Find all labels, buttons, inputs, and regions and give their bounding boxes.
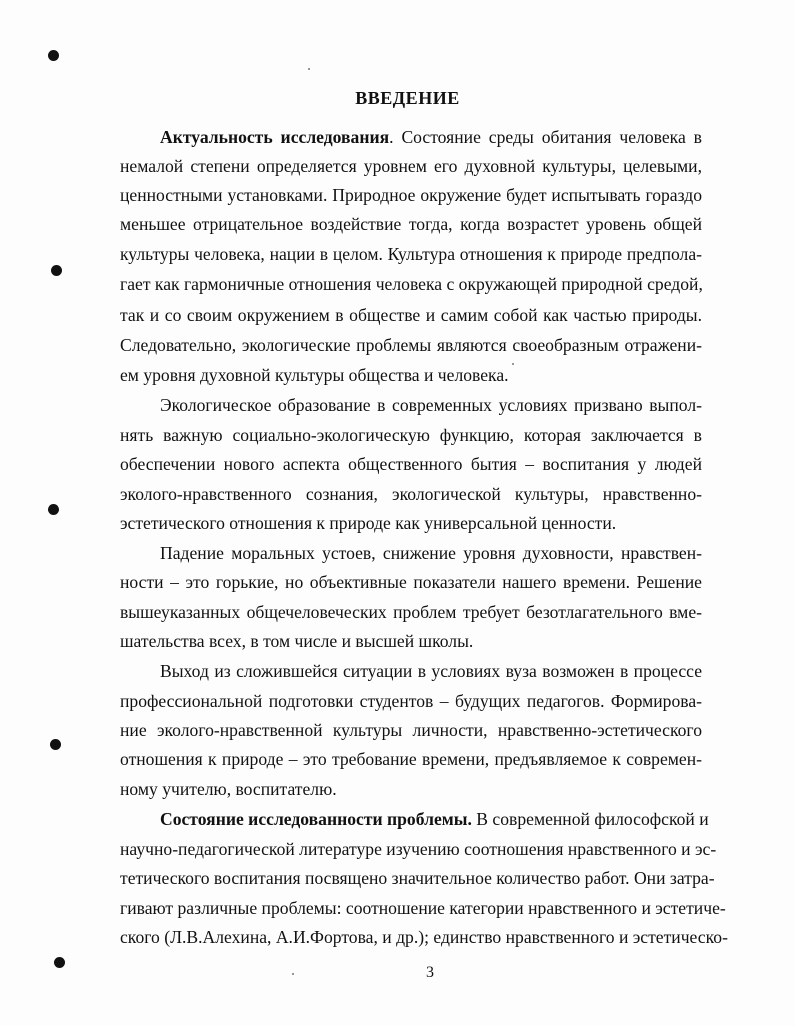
text-line: ем уровня духовной культуры общества и человека. <box>120 365 509 385</box>
section-lead: Состояние исследованности проблемы. <box>160 809 472 829</box>
text-line: научно-педагогической литературе изучению соотношения нравственного и эс- <box>120 839 717 859</box>
text-line: вышеуказанных общечеловеческих проблем требует безотлагательного вме- <box>120 602 702 622</box>
punch-hole-mark <box>50 739 61 750</box>
text-line: Следовательно, экологические проблемы являются своеобразным отражени- <box>120 335 702 355</box>
text-line: Падение моральных устоев, снижение уровня духовности, нравствен- <box>160 543 702 563</box>
page-title: ВВЕДЕНИЕ <box>355 88 460 108</box>
text-line: эколого-нравственного сознания, экологической культуры, нравственно- <box>120 484 702 504</box>
text-line: так и со своим окружением в обществе и самим собой как частью природы. <box>120 305 702 325</box>
punch-hole-mark <box>51 265 62 276</box>
punch-hole-mark <box>48 504 59 515</box>
text-line: эстетического отношения к природе как универсальной ценности. <box>120 513 617 533</box>
text-line: отношения к природе – это требование времени, предъявляемое к современ- <box>120 749 702 769</box>
text-line: ние эколого-нравственной культуры личности, нравственно-эстетического <box>120 720 702 740</box>
text-line: немалой степени определяется уровнем его духовной культуры, целевыми, <box>120 156 702 176</box>
punch-hole-mark <box>48 50 59 61</box>
text-line: Экологическое образование в современных условиях призвано выпол- <box>160 395 702 415</box>
section-lead: Актуальность исследования <box>160 127 390 147</box>
punch-hole-mark <box>54 957 65 968</box>
scan-speck <box>308 68 310 70</box>
text-line: Актуальность исследования. Состояние среды обитания человека в <box>160 127 702 147</box>
text-line: тетического воспитания посвящено значительное количество работ. Они затра- <box>120 868 715 888</box>
text-line: гивают различные проблемы: соотношение категории нравственного и эстетиче- <box>120 898 726 918</box>
page-number: 3 <box>426 964 434 981</box>
text-line: профессиональной подготовки студентов – будущих педагогов. Формирова- <box>120 691 702 711</box>
text-line: ному учителю, воспитателю. <box>120 779 337 799</box>
text-line: нять важную социально-экологическую функцию, которая заключается в <box>120 425 702 445</box>
text-line: гает как гармоничные отношения человека с окружающей природной средой, <box>120 274 703 294</box>
text-line: культуры человека, нации в целом. Культура отношения к природе предпола- <box>120 244 702 264</box>
text-line: меньшее отрицательное воздействие тогда, когда возрастет уровень общей <box>120 214 702 234</box>
text-line: Состояние исследованности проблемы. В современной философской и <box>160 809 709 829</box>
text-line: ского (Л.В.Алехина, А.И.Фортова, и др.); единство нравственного и эстетическо- <box>120 927 728 947</box>
scan-speck <box>292 973 294 975</box>
text-line: ности – это горькие, но объективные показатели нашего времени. Решение <box>120 572 702 592</box>
text-line: Выход из сложившейся ситуации в условиях вуза возможен в процессе <box>160 661 702 681</box>
text-line: шательства всех, в том числе и высшей школы. <box>120 631 474 651</box>
text-line: ценностными установками. Природное окружение будет испытывать гораздо <box>120 185 702 205</box>
text-line: обеспечении нового аспекта общественного бытия – воспитания у людей <box>120 454 702 474</box>
